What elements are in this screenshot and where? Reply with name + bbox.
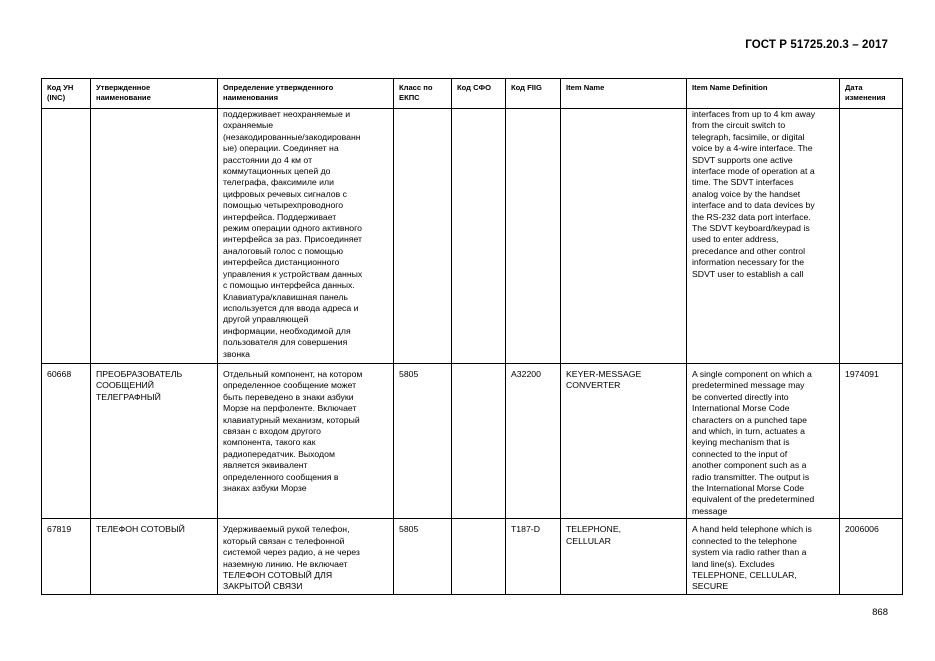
- column-header-approved-name: Утвержденное наименование: [91, 79, 218, 109]
- cell-sfo: [452, 109, 506, 364]
- cell-fiig: A32200: [506, 364, 561, 519]
- cell-sfo: [452, 519, 506, 594]
- column-header-inc: Код УН (INC): [42, 79, 91, 109]
- column-header-item-name: Item Name: [561, 79, 687, 109]
- cell-class: [394, 109, 452, 364]
- catalog-table: [41, 78, 903, 595]
- cell-item-name: [561, 109, 687, 364]
- column-header-fiig: Код FIIG: [506, 79, 561, 109]
- cell-class: 5805: [394, 519, 452, 594]
- page-number: 868: [872, 607, 888, 618]
- column-header-definition: Определение утвержденного наименования: [218, 79, 394, 109]
- cell-fiig: [506, 109, 561, 364]
- cell-item-name-definition: A single component on which a predetermined message may be converted directly into International Morse Code characters on a punched tape and which, in turn, actuates a keying mechanism that is connected to the input of another component such as a radio transmitter. The output is the International Morse Code equivalent of the predetermined message: [687, 364, 840, 519]
- column-header-item-name-definition: Item Name Definition: [687, 79, 840, 109]
- cell-item-name-definition: interfaces from up to 4 km away from the circuit switch to telegraph, facsimile, or digital voice by a 4-wire interface. The SDVT supports one active interface mode of operation at a time. The SDVT interfaces analog voice by the handset interface and to data devices by the RS-232 data port interface. The SDVT keyboard/keypad is used to enter address, precedance and other control information necessary for the SDVT user to establish a call: [687, 109, 840, 364]
- table-row: [42, 519, 903, 594]
- cell-definition: поддерживает неохраняемые и охраняемые (незакодированные/закодированн ые) операции. Соединяет на расстоянии до 4 км от коммутационных цепей до телеграфа, факсимиле или цифровых речевых сигналов с помощью четырехпроводного интерфейса. Поддерживает режим операции одного активного интерфейса за раз. Присоединяет аналоговый голос с помощью интерфейса дистанционного управления к устройствам данных с помощью интерфейса данных. Клавиатура/клавишная панель используется для ввода адреса и другой управляющей информации, необходимой для пользователя для совершения звонка: [218, 109, 394, 364]
- cell-change-date: [840, 109, 903, 364]
- table-row: [42, 109, 903, 364]
- cell-fiig: T187-D: [506, 519, 561, 594]
- cell-item-name: KEYER-MESSAGE CONVERTER: [561, 364, 687, 519]
- cell-sfo: [452, 364, 506, 519]
- cell-change-date: 2006006: [840, 519, 903, 594]
- column-header-change-date: Дата изменения: [840, 79, 903, 109]
- table-row: [42, 364, 903, 519]
- table-header-row: [42, 79, 903, 109]
- cell-definition: Удерживаемый рукой телефон, который связан с телефонной системой через радио, а не через наземную линию. Не включает ТЕЛЕФОН СОТОВЫЙ ДЛЯ ЗАКРЫТОЙ СВЯЗИ: [218, 519, 394, 594]
- column-header-sfo: Код СФО: [452, 79, 506, 109]
- cell-inc: 60668: [42, 364, 91, 519]
- cell-definition: Отдельный компонент, на котором определенное сообщение может быть переведено в знаки азбуки Морзе на перфоленте. Включает клавиатурный механизм, который связан с входом другого компонента, такого как радиопередатчик. Выходом является эквивалент определенного сообщения в знаках азбуки Морзе: [218, 364, 394, 519]
- document-header: ГОСТ Р 51725.20.3 – 2017: [745, 39, 888, 51]
- cell-inc: 67819: [42, 519, 91, 594]
- cell-approved-name: [91, 109, 218, 364]
- column-header-class: Класс по ЕКПС: [394, 79, 452, 109]
- cell-approved-name: ПРЕОБРАЗОВАТЕЛЬ СООБЩЕНИЙ ТЕЛЕГРАФНЫЙ: [91, 364, 218, 519]
- cell-item-name-definition: A hand held telephone which is connected to the telephone system via radio rather than a land line(s). Excludes TELEPHONE, CELLULAR, SECURE: [687, 519, 840, 594]
- cell-change-date: 1974091: [840, 364, 903, 519]
- cell-inc: [42, 109, 91, 364]
- cell-item-name: TELEPHONE, CELLULAR: [561, 519, 687, 594]
- cell-approved-name: ТЕЛЕФОН СОТОВЫЙ: [91, 519, 218, 594]
- cell-class: 5805: [394, 364, 452, 519]
